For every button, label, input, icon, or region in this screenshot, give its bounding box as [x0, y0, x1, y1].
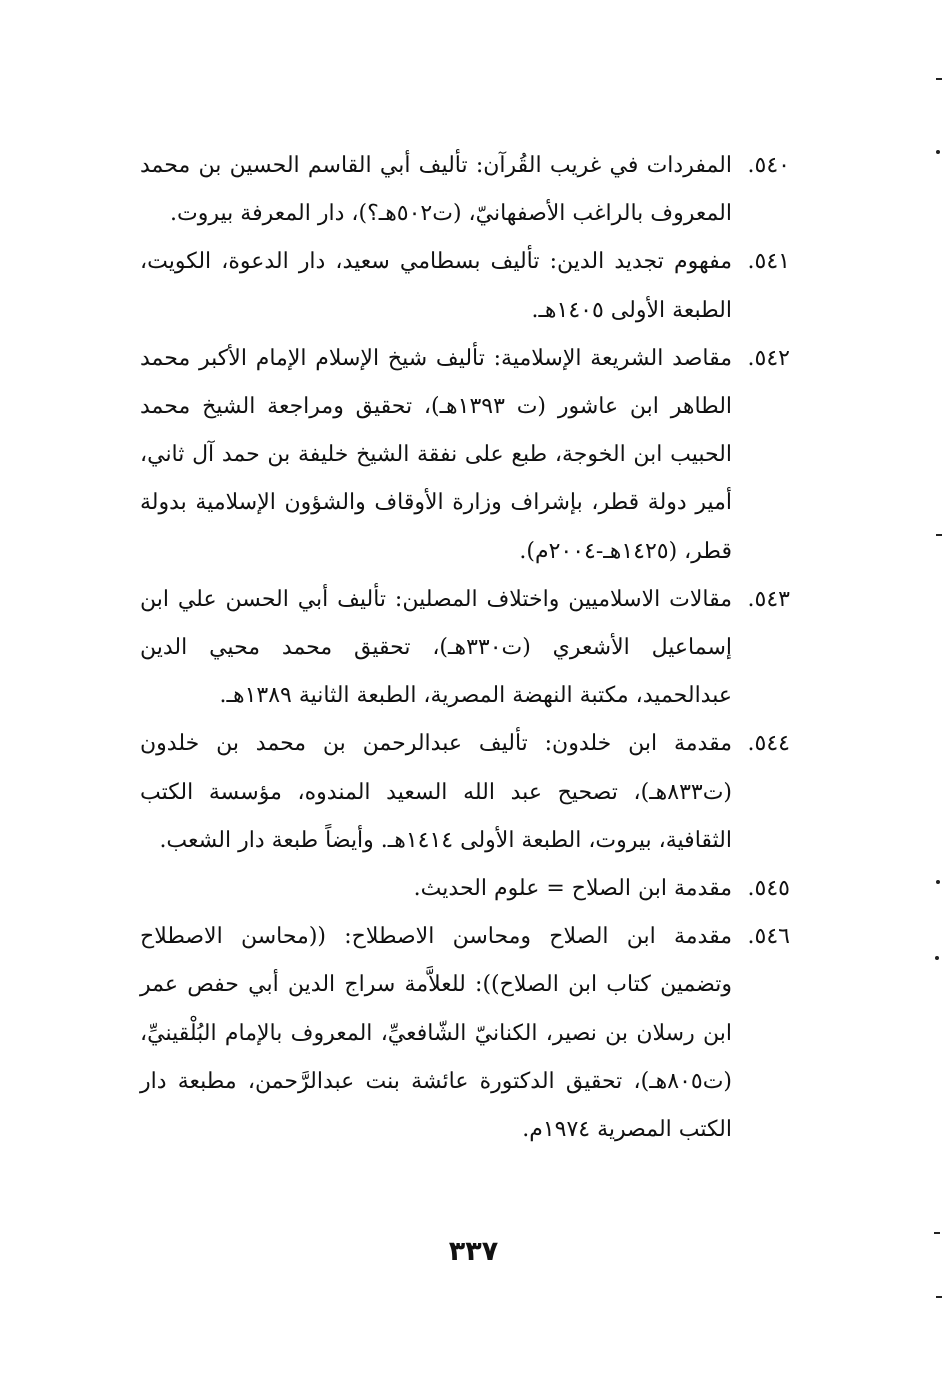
bibliography-entry-542	[140, 335, 790, 576]
entry-text: مقاصد الشريعة الإسلامية: تأليف شيخ الإسلام الإمام الأكبر محمد الطاهر ابن عاشور (ت ١٣٩٣هـ)، تحقيق ومراجعة الشيخ محمد الحبيب ابن الخوجة، طبع على نفقة الشيخ خليفة بن حمد آل ثاني، أمير دولة قطر، بإشراف وزارة الأوقاف والشؤون الإسلامية بدولة قطر، (١٤٢٥هـ-٢٠٠٤م).	[140, 345, 733, 564]
bibliography-entry-540	[140, 142, 790, 238]
scan-mark	[936, 150, 940, 154]
scan-mark	[936, 1296, 942, 1298]
entry-text: مفهوم تجديد الدين: تأليف بسطامي سعيد، دار الدعوة، الكويت، الطبعة الأولى ١٤٠٥هـ.	[140, 249, 732, 323]
entry-number: ٥٤٣.	[747, 586, 790, 612]
entry-text: المفردات في غريب القُرآن: تأليف أبي القاسم الحسين بن محمد المعروف بالراغب الأصفهانيّ، (ت٥٠٢هـ؟)، دار المعرفة بيروت.	[140, 153, 732, 227]
page-number: ٣٣٧	[448, 1236, 499, 1267]
bibliography-entry-546	[140, 913, 790, 1154]
entry-number: ٥٤٢.	[747, 345, 790, 371]
entry-number: ٥٤١.	[747, 249, 790, 275]
entry-number: ٥٤٤.	[747, 731, 790, 757]
entry-number: ٥٤٠.	[747, 153, 790, 178]
scan-mark	[936, 880, 940, 884]
entry-text: مقدمة ابن خلدون: تأليف عبدالرحمن بن محمد بن خلدون (ت٨٣٣هـ)، تصحيح عبد الله السعيد المندوه، مؤسسة الكتب الثقافية، بيروت، الطبعة الأولى ١٤١٤هـ. وأيضاً طبعة دار الشعب.	[140, 731, 732, 853]
bibliography-entry-545	[140, 865, 790, 913]
scan-mark	[934, 1232, 940, 1234]
entry-text: مقدمة ابن الصلاح = علوم الحديث.	[413, 876, 732, 902]
entry-text: مقالات الاسلاميين واختلاف المصلين: تأليف أبي الحسن علي ابن إسماعيل الأشعري (ت٣٣٠هـ)، تحقيق محمد محيي الدين عبدالحميد، مكتبة النهضة المصرية، الطبعة الثانية ١٣٨٩هـ.	[140, 586, 732, 709]
scan-mark	[935, 956, 939, 960]
entry-number: ٥٤٥.	[747, 876, 790, 902]
entry-number: ٥٤٦.	[747, 924, 790, 950]
bibliography-entry-541	[140, 238, 790, 334]
scan-mark	[936, 78, 942, 80]
bibliography-list	[140, 142, 790, 1154]
scan-mark	[936, 534, 942, 536]
bibliography-entry-543	[140, 576, 790, 721]
bibliography-entry-544	[140, 720, 790, 865]
entry-text: مقدمة ابن الصلاح ومحاسن الاصطلاح: ((محاسن الاصطلاح وتضمين كتاب ابن الصلاح)): للعلاَّمة سراج الدين أبي حفص عمر ابن رسلان بن نصير، الكنانيّ الشّافعيِّ، المعروف بالإمام البُلْقينيِّ، (ت٨٠٥هـ)، تحقيق الدكتورة عائشة بنت عبدالرَّحمن، مطبعة دار الكتب المصرية ١٩٧٤م.	[140, 924, 732, 1143]
